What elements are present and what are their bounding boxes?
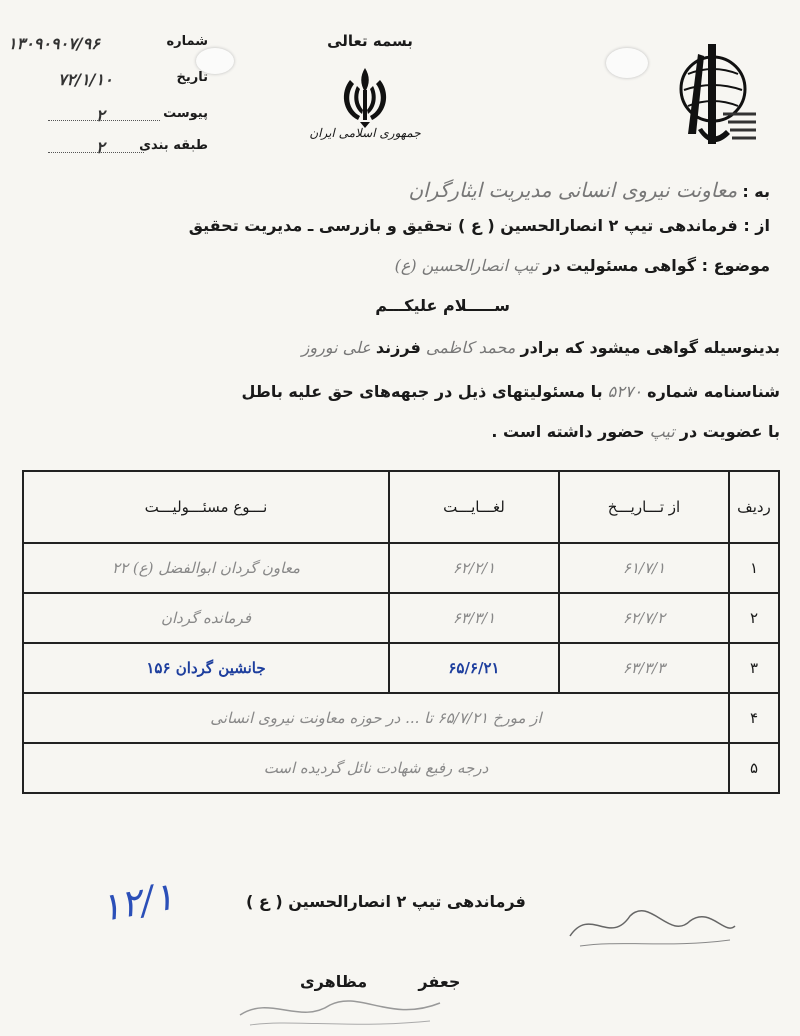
date-row [8,70,208,92]
body3-prefix: با عضویت در [679,422,780,441]
header-row-number: ردیف [729,471,779,543]
to-prefix: به : [742,182,770,201]
to-text: معاونت نیروی انسانی مدیریت ایثارگران [408,178,738,202]
table-row [23,693,779,743]
signatory-first: جعفر [418,972,461,991]
irgc-logo-icon [668,34,763,159]
number-value: ۱۳۰۹۰۹۰۷/۹۶ [8,34,100,53]
signature-scribble-icon [560,896,740,956]
body-line-1 [302,338,780,357]
subject-hand: تیپ انصارالحسین (ع) [394,256,539,275]
body-line-2 [241,382,780,401]
signatory-title: فرماندهی تیپ ۲ انصارالحسین ( ع ) [246,892,526,911]
attachment-label: پیوست [163,106,208,121]
number-row [8,34,208,56]
body3-suffix: حضور داشته است . [491,422,645,441]
row-from: ۶۳/۳/۳ [559,643,729,693]
header-from-date: از تـــاریـــخ [559,471,729,543]
body1-mid: فرزند [375,338,421,357]
body-line-3 [491,422,780,441]
row-from: ۶۱/۷/۱ [559,543,729,593]
header-to-date: لغـــایـــت [389,471,559,543]
row-number: ۵ [729,743,779,793]
subject-line [395,256,770,275]
attachment-row [8,106,208,128]
classification-value: ۲ [96,138,105,157]
margin-note: ۱۲/۱ [96,873,178,931]
row-number: ۲ [729,593,779,643]
subject-prefix: موضوع : گواهی مسئولیت در [543,256,770,275]
table-row [23,543,779,593]
row-number: ۴ [729,693,779,743]
row-number: ۱ [729,543,779,593]
stamp-signature-icon [230,985,450,1033]
attachment-value: ۲ [96,106,105,125]
classification-label: طبقه بندی [139,138,208,153]
body1-name: محمد کاظمی [425,338,516,357]
bismillah: بسمه تعالی [327,32,413,50]
classification-row [8,138,208,160]
table-row [23,643,779,693]
date-label: تاریخ [176,70,208,85]
row-number: ۳ [729,643,779,693]
table-row [23,743,779,793]
tape-mark-right [606,48,648,78]
row-type: جانشین گردان ۱۵۶ [23,643,389,693]
body2-prefix: شناسنامه شماره [647,382,780,401]
iran-emblem-icon [330,62,400,132]
table-header-row [23,471,779,543]
body1-father: علی نوروز [301,338,371,357]
to-line [408,178,770,202]
row-type: از مورخ ۶۵/۷/۲۱ تا ... در حوزه معاونت نیروی انسانی [23,693,729,743]
row-type: معاون گردان ابوالفضل (ع) ۲۲ [23,543,389,593]
body3-unit: تیپ [649,422,675,441]
from-line: از : فرماندهی تیپ ۲ انصارالحسین ( ع ) تحقیق و بازرسی ـ مدیریت تحقیق [188,216,770,235]
body2-number: ۵۲۷۰ [607,382,643,401]
number-label: شماره [166,34,208,49]
signatory-last: مظاهری [300,972,368,991]
emblem-caption: جمهوری اسلامی ایران [309,126,421,140]
table-row [23,593,779,643]
body2-suffix: با مسئولیتهای ذیل در جبهه‌های حق علیه باطل [241,382,603,401]
row-from: ۶۲/۷/۲ [559,593,729,643]
row-to: ۶۵/۶/۲۱ [389,643,559,693]
row-type: درجه رفیع شهادت نائل گردیده است [23,743,729,793]
greeting: ســـــلام علیکـــم [375,296,510,315]
header-responsibility: نـــوع مسئـــولیـــت [23,471,389,543]
row-to: ۶۳/۳/۱ [389,593,559,643]
row-to: ۶۲/۲/۱ [389,543,559,593]
row-type: فرمانده گردان [23,593,389,643]
date-value: ۷۲/۱/۱۰ [58,70,113,89]
responsibility-table [22,470,780,794]
body1-prefix: بدینوسیله گواهی میشود که برادر [520,338,780,357]
